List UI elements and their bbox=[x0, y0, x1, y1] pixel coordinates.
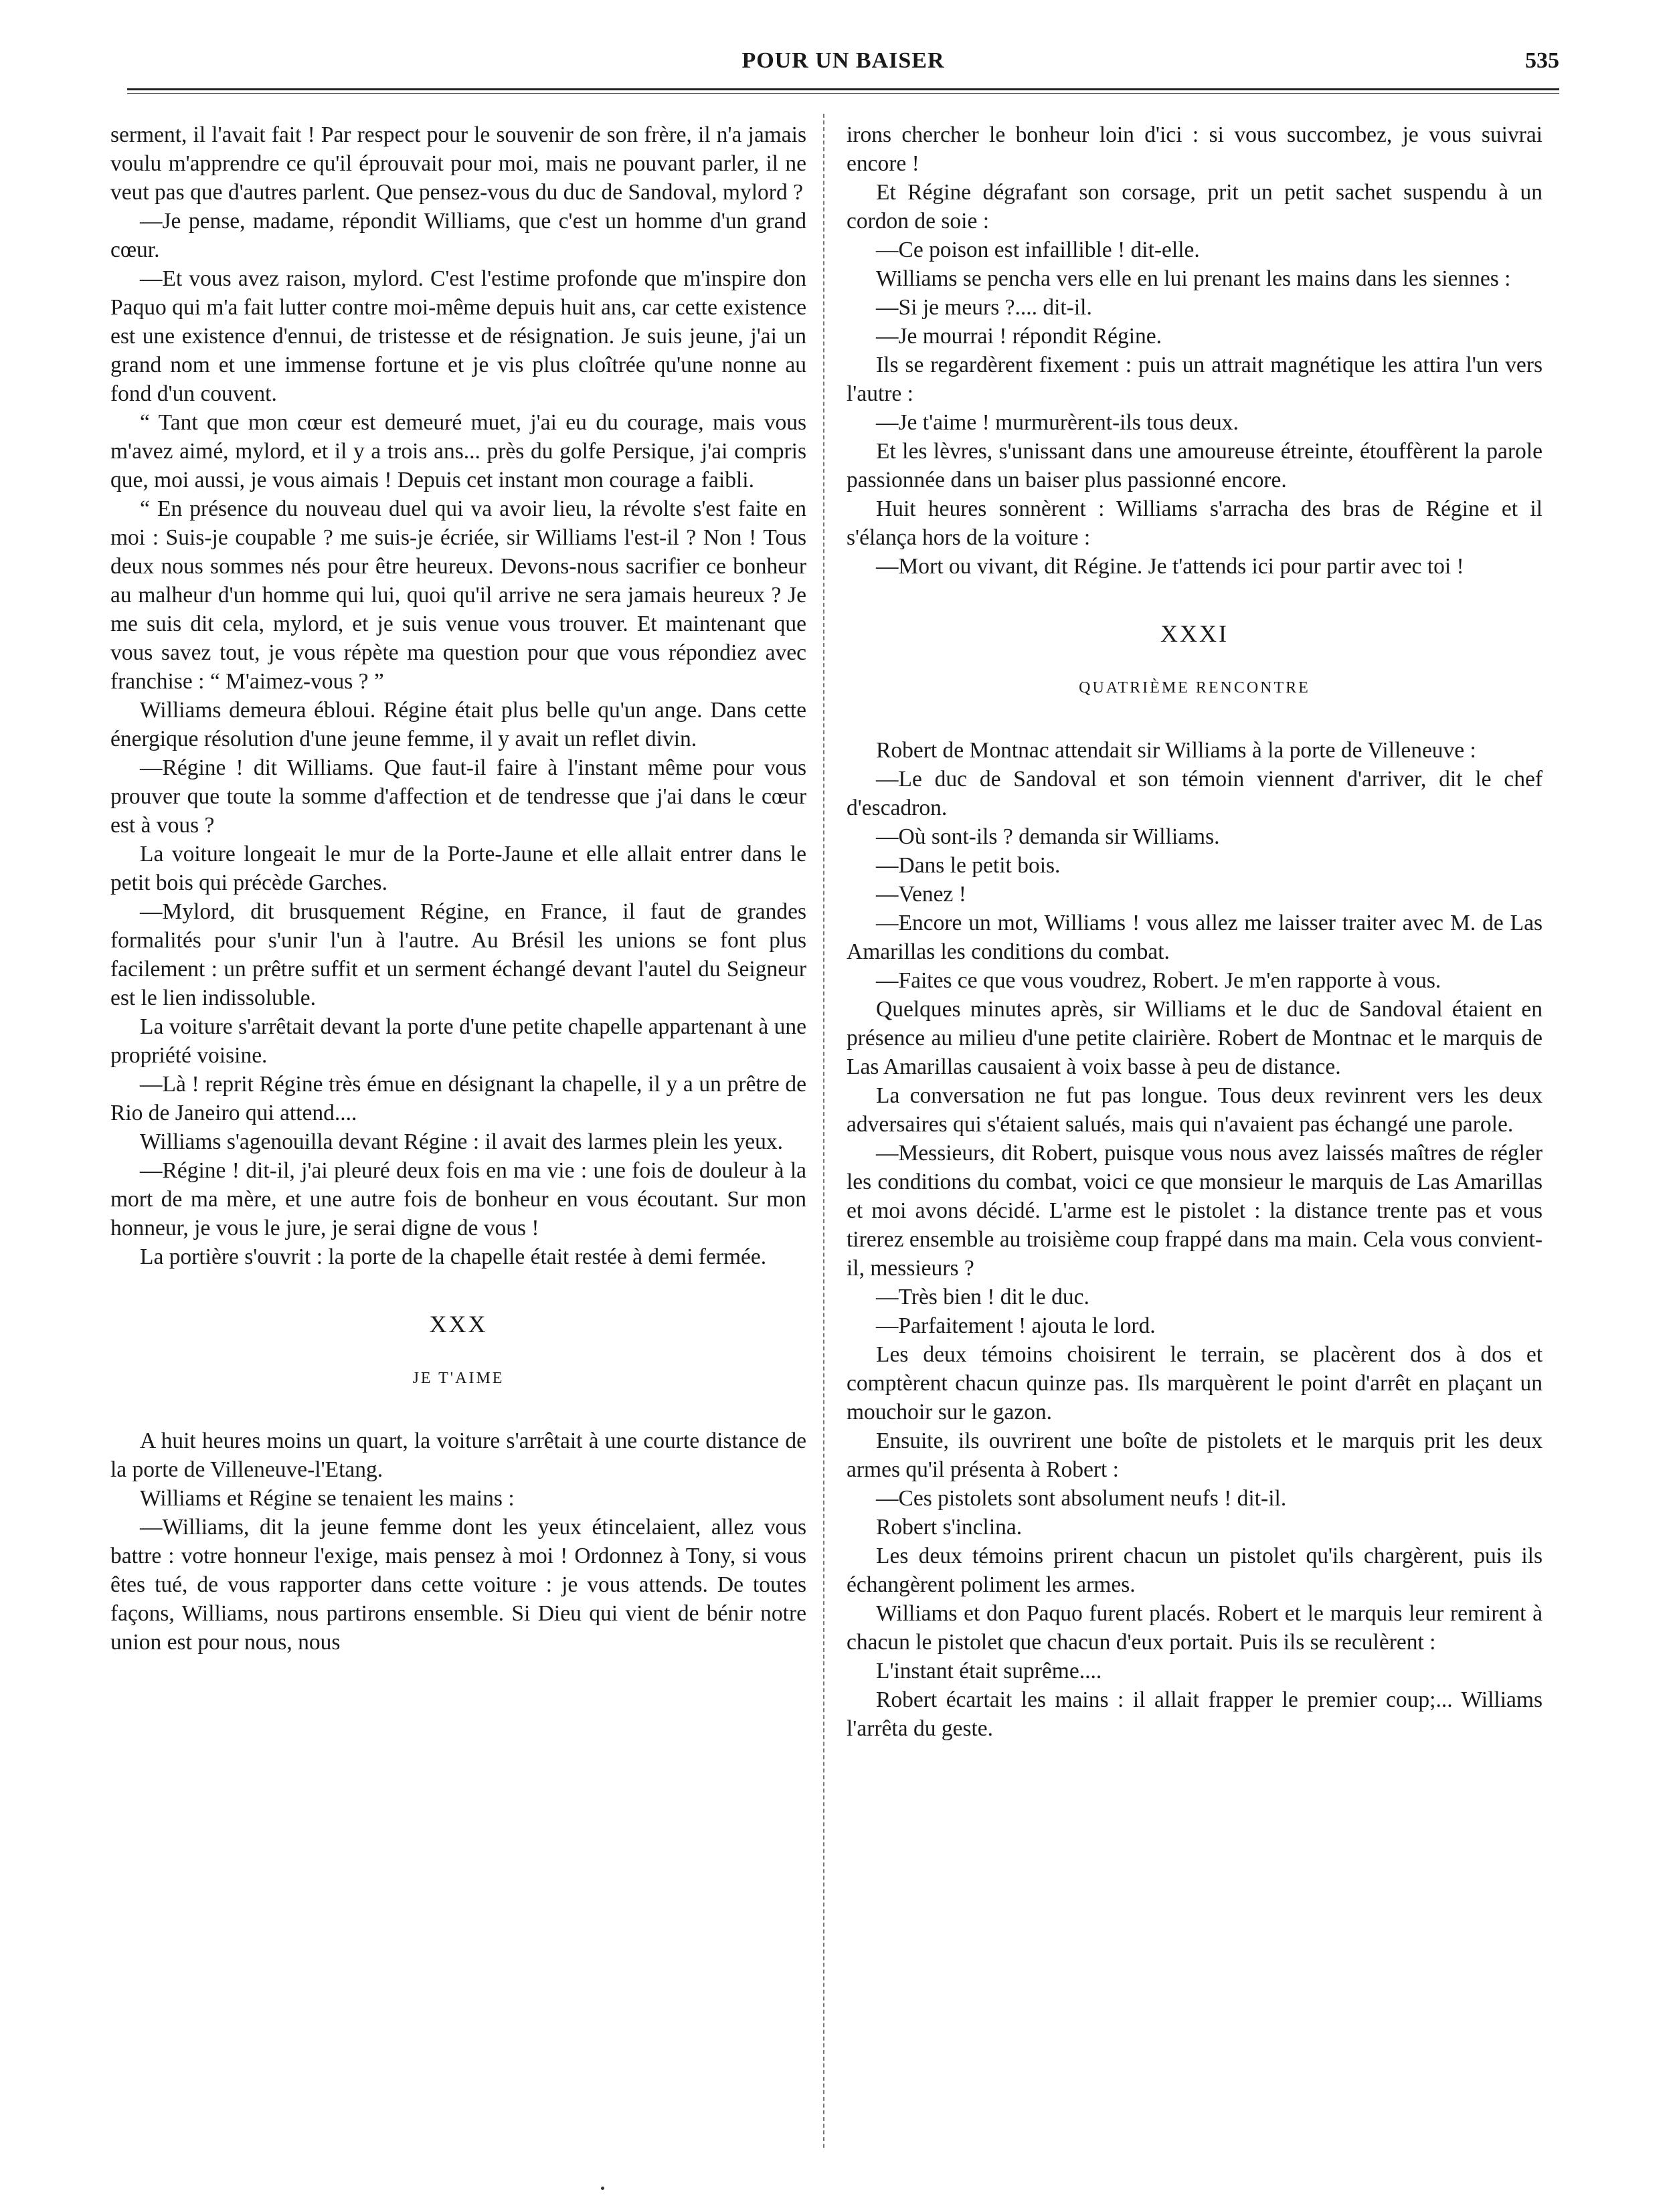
paragraph: Ils se regardèrent fixement : puis un attrait magnétique les attira l'un vers l'autre : bbox=[847, 353, 1543, 406]
paragraph: Robert s'inclina. bbox=[876, 1515, 1023, 1540]
paragraph: —Je mourrai ! répondit Régine. bbox=[876, 324, 1162, 349]
chapter-title: JE T'AIME bbox=[412, 1370, 505, 1387]
paragraph: —Ce poison est infaillible ! dit-elle. bbox=[876, 238, 1200, 262]
paragraph: Williams et don Paquo furent placés. Robert et le marquis leur remirent à chacun le pistolet que chacun d'eux portait. Puis ils se reculèrent : bbox=[847, 1601, 1543, 1655]
paragraph: —Ces pistolets sont absolument neufs ! dit-il. bbox=[876, 1486, 1287, 1511]
chapter-number: XXX bbox=[429, 1311, 488, 1338]
page-number: 535 bbox=[1525, 48, 1559, 73]
paragraph: —Mylord, dit brusquement Régine, en France, il faut de grandes formalités pour s'unir l'un à l'autre. Au Brésil les unions se font plus facilement : un prêtre suffit et un serment échangé devant l'autel du Seigneur est le lien indissoluble. bbox=[110, 899, 806, 1010]
paragraph: Robert écartait les mains : il allait frapper le premier coup;... Williams l'arrêta du geste. bbox=[847, 1687, 1543, 1741]
paragraph: La voiture longeait le mur de la Porte-Jaune et elle allait entrer dans le petit bois qui précède Garches. bbox=[110, 842, 806, 895]
chapter-title: QUATRIÈME RENCONTRE bbox=[1079, 679, 1310, 697]
paragraph: Williams et Régine se tenaient les mains : bbox=[140, 1486, 515, 1511]
paragraph: —Régine ! dit-il, j'ai pleuré deux fois en ma vie : une fois de douleur à la mort de ma mère, et une autre fois de bonheur en vous écoutant. Sur mon honneur, je vous le jure, je serai digne de vous ! bbox=[110, 1158, 806, 1240]
paragraph: L'instant était suprême.... bbox=[876, 1659, 1102, 1683]
paragraph: Robert de Montnac attendait sir Williams à la porte de Villeneuve : bbox=[876, 738, 1476, 763]
paragraph: —Et vous avez raison, mylord. C'est l'estime profonde que m'inspire don Paquo qui m'a fait lutter contre moi-même depuis huit ans, car cette existence est une existence d'ennui, de tristesse et de résignation. Je suis jeune, j'ai un grand nom et une immense fortune et je vis plus cloîtrée qu'une nonne au fond d'un couvent. bbox=[110, 266, 806, 406]
paragraph: Ensuite, ils ouvrirent une boîte de pistolets et le marquis prit les deux armes qu'il présenta à Robert : bbox=[847, 1428, 1543, 1482]
paragraph: Les deux témoins choisirent le terrain, se placèrent dos à dos et comptèrent chacun quinze pas. Ils marquèrent le point d'arrêt en plaçant un mouchoir sur le gazon. bbox=[847, 1342, 1543, 1424]
header-rule bbox=[127, 88, 1559, 94]
paragraph: Williams demeura ébloui. Régine était plus belle qu'un ange. Dans cette énergique résolution d'une jeune femme, il y avait un reflet divin. bbox=[110, 698, 806, 751]
paragraph: “ Tant que mon cœur est demeuré muet, j'ai eu du courage, mais vous m'avez aimé, mylord, et il y a trois ans... près du golfe Persique, j'ai compris que, moi aussi, je vous aimais ! Depuis cet instant mon courage a faibli. bbox=[110, 410, 806, 492]
running-title: POUR UN BAISER bbox=[741, 48, 945, 73]
paragraph: —Parfaitement ! ajouta le lord. bbox=[876, 1313, 1156, 1338]
paragraph: Quelques minutes après, sir Williams et le duc de Sandoval étaient en présence au milieu d'une petite clairière. Robert de Montnac et le marquis de Las Amarillas causaient à voix basse à peu de distance. bbox=[847, 997, 1543, 1079]
paragraph: Et Régine dégrafant son corsage, prit un petit sachet suspendu à un cordon de soie : bbox=[847, 180, 1543, 234]
paragraph: —Williams, dit la jeune femme dont les yeux étincelaient, allez vous battre : votre honneur l'exige, mais pensez à moi ! Ordonnez à Tony, si vous êtes tué, de vous rapporter dans cette voiture : je vous attends. De toutes façons, Williams, nous partirons ensemble. Si Dieu qui vient de bénir notre union est pour nous, nous bbox=[110, 1515, 806, 1655]
paragraph: —Je t'aime ! murmurèrent-ils tous deux. bbox=[876, 410, 1239, 435]
paragraph: —Dans le petit bois. bbox=[876, 853, 1061, 878]
paragraph: —Mort ou vivant, dit Régine. Je t'attends ici pour partir avec toi ! bbox=[876, 554, 1464, 579]
paragraph: serment, il l'avait fait ! Par respect pour le souvenir de son frère, il n'a jamais voulu m'apprendre ce qu'il éprouvait pour moi, mais ne pouvant parler, il ne veut pas que d'autres parlent. Que pensez-vous du duc de Sandoval, mylord ? bbox=[110, 122, 806, 205]
paragraph: —Là ! reprit Régine très émue en désignant la chapelle, il y a un prêtre de Rio de Janeiro qui attend.... bbox=[110, 1072, 806, 1125]
paragraph: Et les lèvres, s'unissant dans une amoureuse étreinte, étouffèrent la parole passionnée dans un baiser plus passionné encore. bbox=[847, 439, 1543, 492]
paragraph: —Très bien ! dit le duc. bbox=[876, 1285, 1089, 1309]
ink-speck bbox=[601, 2187, 604, 2190]
column-divider bbox=[823, 114, 824, 2148]
paragraph: La voiture s'arrêtait devant la porte d'une petite chapelle appartenant à une propriété voisine. bbox=[110, 1014, 806, 1068]
paragraph: —Le duc de Sandoval et son témoin viennent d'arriver, dit le chef d'escadron. bbox=[847, 767, 1543, 820]
paragraph: —Encore un mot, Williams ! vous allez me laisser traiter avec M. de Las Amarillas les conditions du combat. bbox=[847, 911, 1543, 964]
left-column bbox=[110, 120, 806, 1657]
paragraph: Williams s'agenouilla devant Régine : il avait des larmes plein les yeux. bbox=[140, 1129, 784, 1154]
paragraph: “ En présence du nouveau duel qui va avoir lieu, la révolte s'est faite en moi : Suis-je coupable ? me suis-je écriée, sir Williams l'est-il ? Non ! Tous deux nous sommes nés pour être heureux. Devons-nous sacrifier ce bonheur au malheur d'un homme qui lui, quoi qu'il arrive ne sera jamais heureux ? Je me suis dit cela, mylord, et je suis venue vous trouver. Et maintenant que vous savez tout, je vous répète ma question pour que vous répondiez avec franchise : “ M'aimez-vous ? ” bbox=[110, 496, 806, 694]
paragraph: irons chercher le bonheur loin d'ici : si vous succombez, je vous suivrai encore ! bbox=[847, 122, 1543, 176]
paragraph: —Faites ce que vous voudrez, Robert. Je m'en rapporte à vous. bbox=[876, 968, 1441, 993]
paragraph: —Messieurs, dit Robert, puisque vous nous avez laissés maîtres de régler les conditions du combat, voici ce que monsieur le marquis de Las Amarillas et moi avons décidé. L'arme est le pistolet : la distance trente pas et vous tirerez ensemble au troisième coup frappé dans ma main. Cela vous convient-il, messieurs ? bbox=[847, 1141, 1543, 1281]
paragraph: La portière s'ouvrit : la porte de la chapelle était restée à demi fermée. bbox=[140, 1245, 767, 1269]
paragraph: —Régine ! dit Williams. Que faut-il faire à l'instant même pour vous prouver que toute la somme d'affection et de tendresse que j'ai dans le cœur est à vous ? bbox=[110, 755, 806, 838]
paragraph: La conversation ne fut pas longue. Tous deux revinrent vers les deux adversaires qui s'étaient salués, mais qui n'avaient pas échangé une parole. bbox=[847, 1083, 1543, 1137]
chapter-number: XXXI bbox=[1160, 620, 1229, 647]
paragraph: —Si je meurs ?.... dit-il. bbox=[876, 295, 1092, 320]
paragraph: Williams se pencha vers elle en lui prenant les mains dans les siennes : bbox=[876, 266, 1511, 291]
paragraph: —Je pense, madame, répondit Williams, que c'est un homme d'un grand cœur. bbox=[110, 209, 806, 262]
page-header bbox=[127, 48, 1559, 88]
paragraph: —Venez ! bbox=[876, 882, 966, 907]
paragraph: Les deux témoins prirent chacun un pistolet qu'ils chargèrent, puis ils échangèrent poliment les armes. bbox=[847, 1544, 1543, 1597]
paragraph: —Où sont-ils ? demanda sir Williams. bbox=[876, 824, 1220, 849]
paragraph: A huit heures moins un quart, la voiture s'arrêtait à une courte distance de la porte de Villeneuve-l'Etang. bbox=[110, 1428, 806, 1482]
right-column bbox=[847, 120, 1543, 1743]
paragraph: Huit heures sonnèrent : Williams s'arracha des bras de Régine et il s'élança hors de la voiture : bbox=[847, 496, 1543, 550]
